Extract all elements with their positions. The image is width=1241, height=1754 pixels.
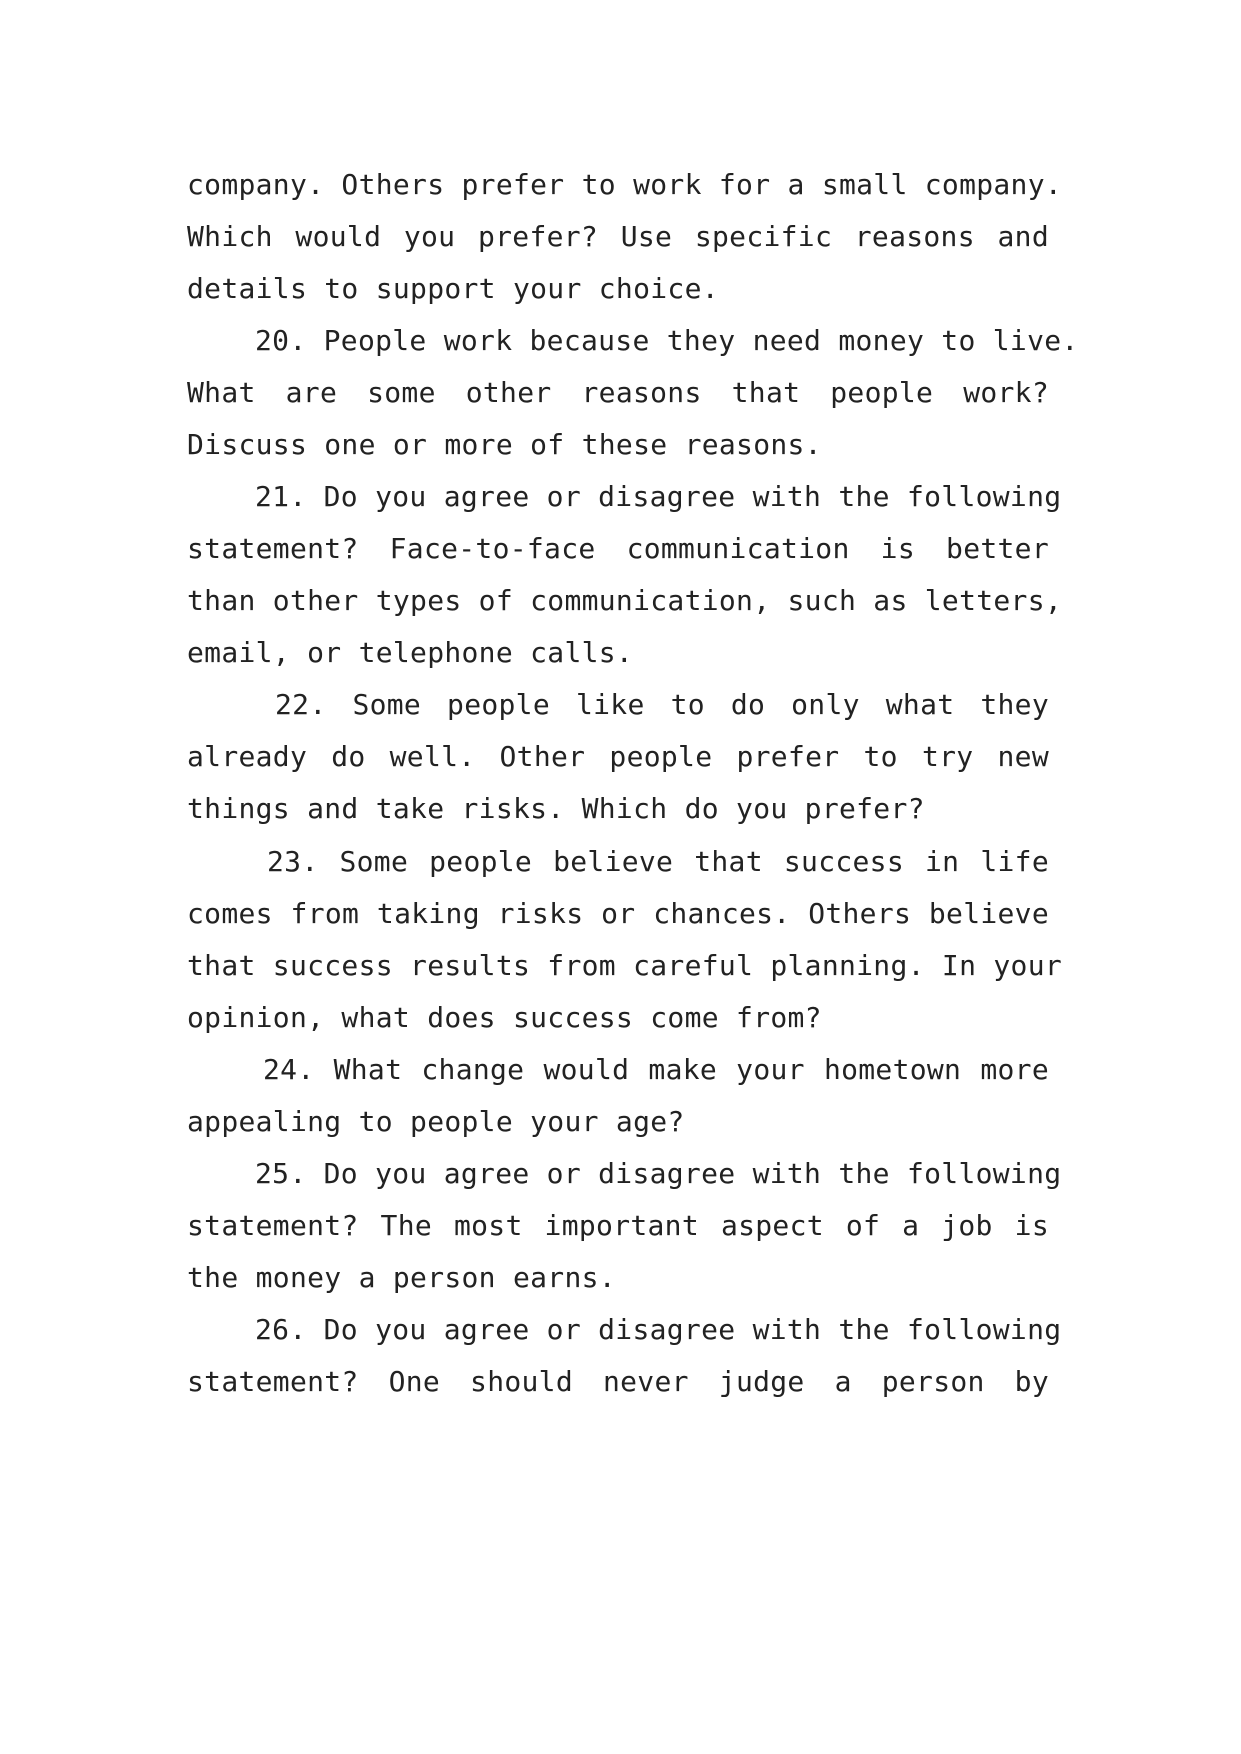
text-line: company. Others prefer to work for a small company.	[187, 168, 1063, 201]
text-line: statement? Face-to-face communication is better	[187, 532, 1049, 565]
text-line: comes from taking risks or chances. Others believe	[187, 897, 1049, 930]
text-line: statement? One should never judge a person by	[187, 1365, 1049, 1398]
question-25-first-line: 25. Do you agree or disagree with the following	[255, 1157, 1062, 1190]
question-21-first-line: 21. Do you agree or disagree with the following	[255, 480, 1062, 513]
text-line: that success results from careful planning. In your	[187, 949, 1063, 982]
text-line: What are some other reasons that people work?	[187, 376, 1049, 409]
question-23-first-line: 23. Some people believe that success in life	[267, 845, 1049, 878]
question-24-first-line: 24. What change would make your hometown more	[263, 1053, 1049, 1086]
text-line: appealing to people your age?	[187, 1105, 685, 1138]
text-line: email, or telephone calls.	[187, 636, 634, 669]
text-line: already do well. Other people prefer to try new	[187, 740, 1049, 773]
question-26-first-line: 26. Do you agree or disagree with the following	[255, 1313, 1062, 1346]
text-line: the money a person earns.	[187, 1261, 616, 1294]
text-line: Which would you prefer? Use specific reasons and	[187, 220, 1049, 253]
text-line: Discuss one or more of these reasons.	[187, 428, 822, 461]
text-line: statement? The most important aspect of a job is	[187, 1209, 1049, 1242]
text-line: things and take risks. Which do you prefer?	[187, 792, 925, 825]
text-line: details to support your choice.	[187, 272, 719, 305]
text-line: than other types of communication, such as letters,	[187, 584, 1063, 617]
question-22-first-line: 22. Some people like to do only what they	[275, 688, 1049, 721]
question-20-first-line: 20. People work because they need money to live.	[255, 324, 1079, 357]
text-line: opinion, what does success come from?	[187, 1001, 822, 1034]
